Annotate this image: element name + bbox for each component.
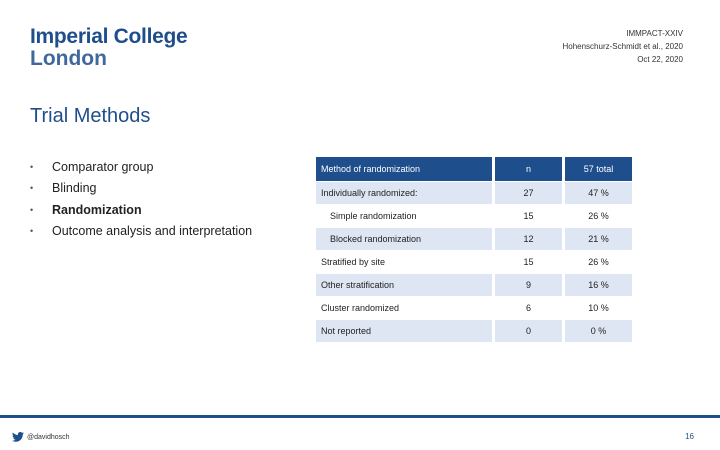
row-pct: 26 % [565,205,632,227]
slide-title: Trial Methods [30,105,151,127]
page-number: 16 [685,432,694,441]
row-pct: 21 % [565,228,632,250]
table-row [316,182,632,204]
bullet-text: Randomization [52,202,142,217]
row-pct: 26 % [565,251,632,273]
row-n: 9 [495,274,562,296]
meta-line-3: Oct 22, 2020 [637,55,683,64]
meta-line-1: IMMPACT-XXIV [626,29,683,38]
slide-meta [562,27,683,66]
bullet-item [30,156,252,178]
row-pct: 16 % [565,274,632,296]
logo-line-2: London [30,47,107,70]
row-pct: 0 % [565,320,632,342]
row-label: Simple randomization [316,205,492,227]
table-header-row [316,157,632,181]
row-label: Not reported [316,320,492,342]
bullet-item [30,221,252,243]
header-total: 57 total [565,157,632,181]
bullet-icon: • [30,226,34,237]
bullet-text: Comparator group [52,159,154,174]
row-n: 27 [495,182,562,204]
row-pct: 47 % [565,182,632,204]
bullet-icon: • [30,204,34,215]
row-n: 0 [495,320,562,342]
header-n: n [495,157,562,181]
bullet-item [30,178,252,200]
row-n: 15 [495,205,562,227]
table-row [316,205,632,227]
table-row [316,320,632,342]
header-method: Method of randomization [316,157,492,181]
row-label: Blocked randomization [316,228,492,250]
bullet-text: Blinding [52,181,97,196]
table-row [316,297,632,319]
logo-line-1: Imperial College [30,25,188,48]
twitter-handle: @davidhosch [27,433,70,441]
meta-line-2: Hohenschurz-Schmidt et al., 2020 [562,42,683,51]
table-row [316,274,632,296]
randomization-table [316,156,632,343]
college-logo [30,26,187,70]
twitter-credit [12,432,70,442]
bullet-text: Outcome analysis and interpretation [52,224,253,239]
footer-divider [0,415,720,418]
table-row [316,228,632,250]
bullet-icon: • [30,183,34,194]
row-n: 6 [495,297,562,319]
row-label: Individually randomized: [316,182,492,204]
row-n: 15 [495,251,562,273]
row-n: 12 [495,228,562,250]
row-pct: 10 % [565,297,632,319]
bullet-list [30,156,252,242]
row-label: Stratified by site [316,251,492,273]
bullet-item [30,199,252,221]
table-row [316,251,632,273]
twitter-bird-icon [12,432,24,442]
row-label: Cluster randomized [316,297,492,319]
row-label: Other stratification [316,274,492,296]
bullet-icon: • [30,161,34,172]
